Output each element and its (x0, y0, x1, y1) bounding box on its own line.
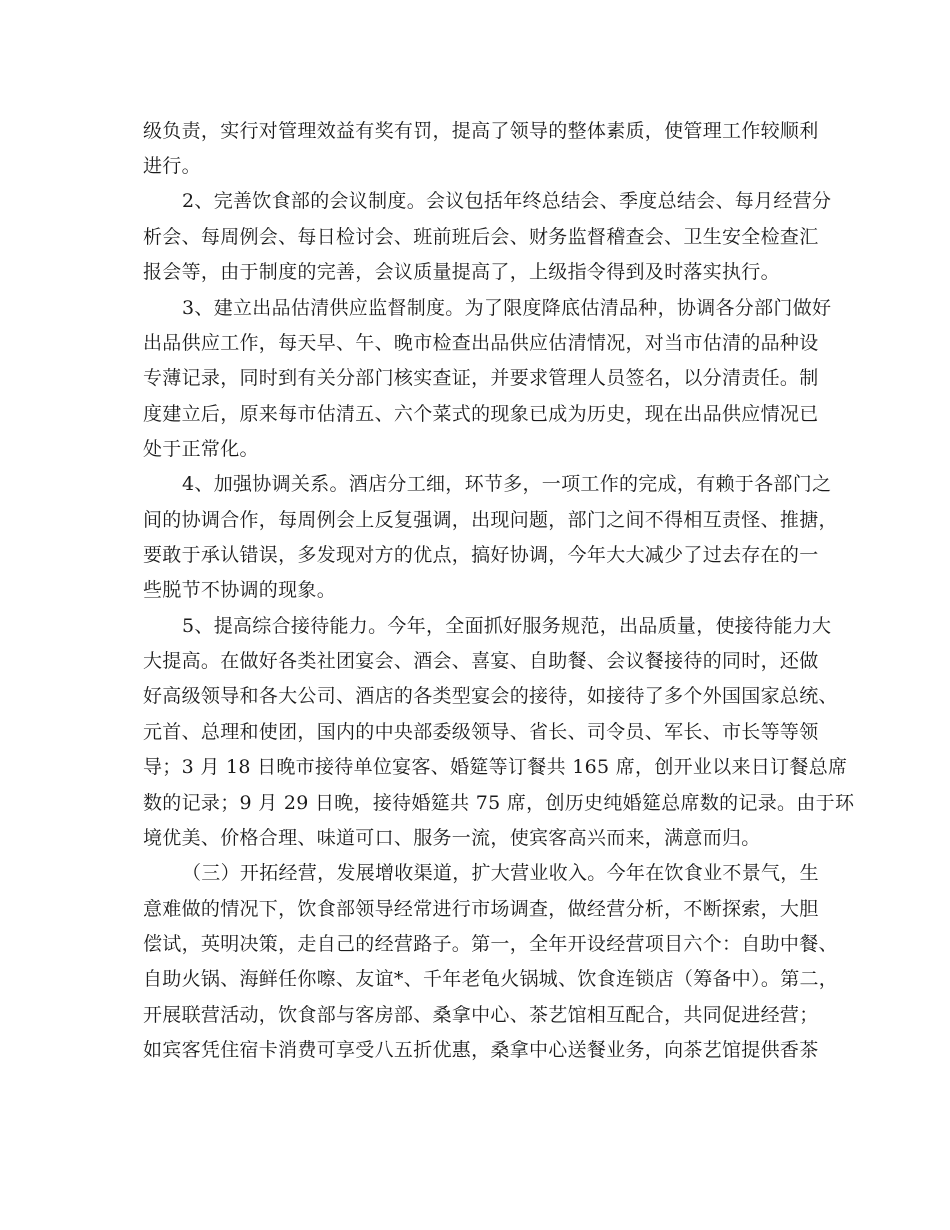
text-line: 境优美、价格合理、味道可口、服务一流，使宾客高兴而来，满意而归。 (143, 827, 761, 849)
text-line: 大提高。在做好各类社团宴会、酒会、喜宴、自助餐、会议餐接待的同时，还做 (143, 650, 819, 672)
text-line: 级负责，实行对管理效益有奖有罚，提高了领导的整体素质，使管理工作较顺利 (143, 120, 819, 142)
text-line: 数的记录；9 月 29 日晚，接待婚筵共 75 席，创历史纯婚筵总席数的记录。由于环 (143, 792, 855, 814)
text-line: 处于正常化。 (143, 438, 259, 460)
text-line: 好高级领导和各大公司、酒店的各类型宴会的接待，如接待了多个外国国家总统、 (143, 685, 838, 707)
text-line: 意难做的情况下，饮食部领导经常进行市场调查，做经营分析，不断探索，大胆 (143, 898, 819, 920)
text-line: 如宾客凭住宿卡消费可享受八五折优惠，桑拿中心送餐业务，向茶艺馆提供香茶 (143, 1039, 819, 1061)
text-line: 导；3 月 18 日晚市接待单位宴客、婚筵等订餐共 165 席，创开业以来日订餐总席 (143, 756, 848, 778)
text-line: 出品供应工作，每天早、午、晚市检查出品供应估清情况，对当市估清的品种设 (143, 332, 819, 354)
text-line: 些脱节不协调的现象。 (143, 579, 337, 601)
text-line: 专薄记录，同时到有关分部门核实查证，并要求管理人员签名，以分清责任。制 (143, 367, 819, 389)
paragraph-start-line: 3、建立出品估清供应监督制度。为了限度降底估清品种，协调各分部门做好 (182, 297, 832, 319)
text-line: 开展联营活动，饮食部与客房部、桑拿中心、茶艺馆相互配合，共同促进经营； (143, 1004, 819, 1026)
text-line: 间的协调合作，每周例会上反复强调，出现问题，部门之间不得相互责怪、推搪， (143, 509, 838, 531)
paragraph-start-line: 5、提高综合接待能力。今年，全面抓好服务规范，出品质量，使接待能力大 (182, 615, 832, 637)
paragraph-start-line: 2、完善饮食部的会议制度。会议包括年终总结会、季度总结会、每月经营分 (182, 190, 832, 212)
text-line: 度建立后，原来每市估清五、六个菜式的现象已成为历史，现在出品供应情况已 (143, 403, 819, 425)
text-line: 报会等，由于制度的完善，会议质量提高了，上级指令得到及时落实执行。 (143, 261, 780, 283)
text-line: 析会、每周例会、每日检讨会、班前班后会、财务监督稽查会、卫生安全检查汇 (143, 226, 819, 248)
text-line: 进行。 (143, 155, 201, 177)
paragraph-start-line: （三）开拓经营，发展增收渠道，扩大营业收入。今年在饮食业不景气，生 (182, 862, 819, 884)
text-line: 自助火锅、海鲜任你嚓、友谊*、千年老龟火锅城、饮食连锁店（筹备中）。第二， (143, 968, 839, 990)
text-line: 偿试，英明决策，走自己的经营路子。第一，全年开设经营项目六个：自助中餐、 (143, 933, 838, 955)
text-line: 要敢于承认错误，多发现对方的优点，搞好协调，今年大大减少了过去存在的一 (143, 544, 819, 566)
text-line: 元首、总理和使团，国内的中央部委级领导、省长、司令员、军长、市长等等领 (143, 721, 819, 743)
paragraph-start-line: 4、加强协调关系。酒店分工细，环节多，一项工作的完成，有赖于各部门之 (182, 473, 832, 495)
